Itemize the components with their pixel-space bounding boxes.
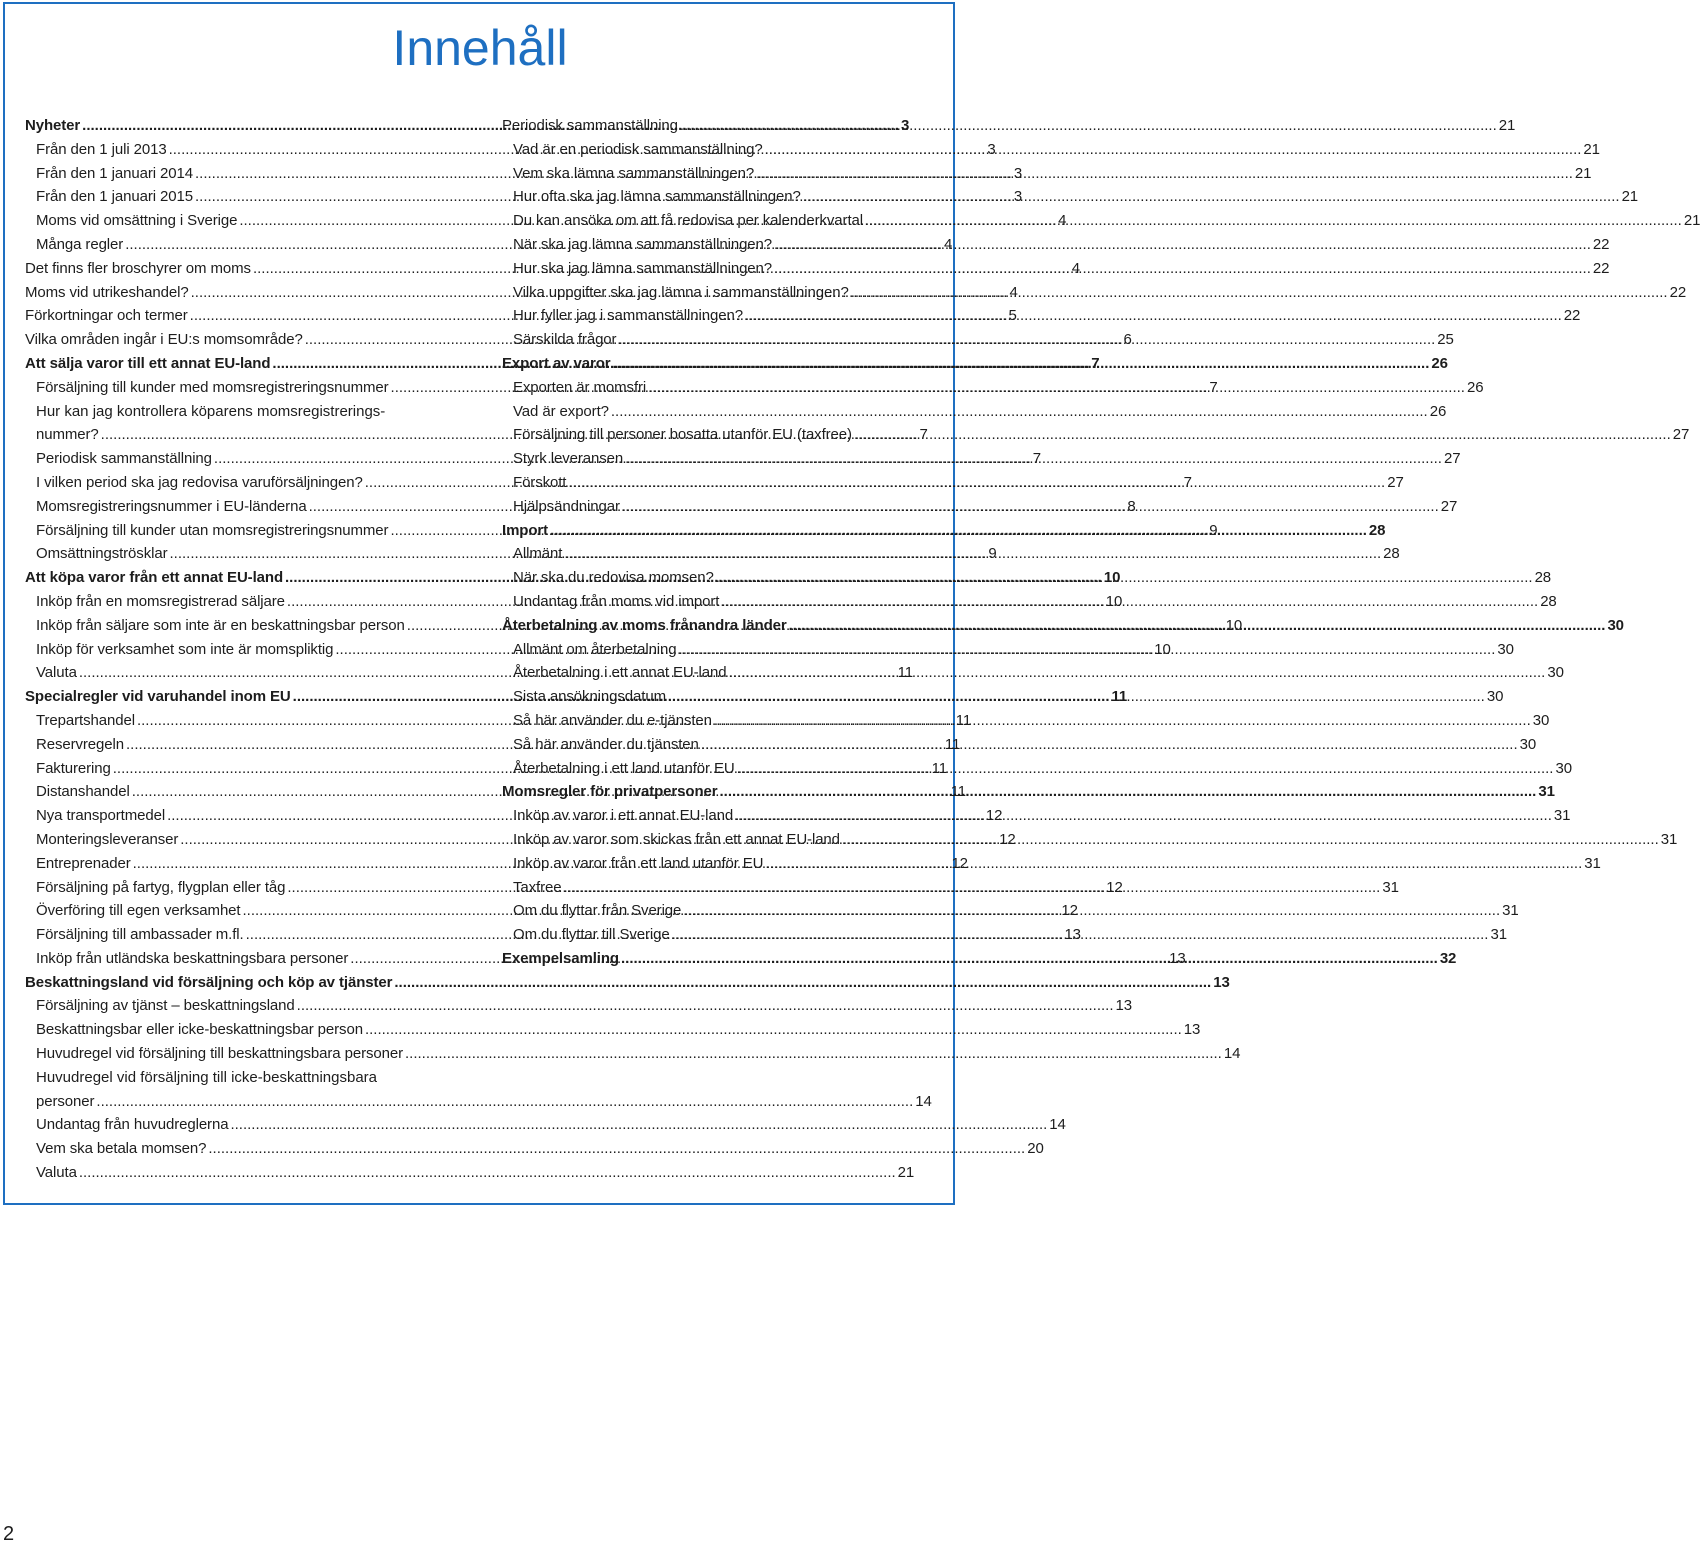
dot-leader [720,780,1537,804]
toc-entry-title: Hjälpsändningar [513,497,620,515]
toc-entry-title: Så här använder du tjänsten [513,735,699,753]
toc-entry-title: Beskattningsbar eller icke-beskattningsbar person [36,1021,363,1039]
toc-entry-title: När ska jag lämna sammanställningen? [513,235,773,253]
toc-page-number: 10 [1105,592,1123,610]
toc-page-number: 25 [1437,331,1454,349]
toc-entry-title: Försäljning till ambassader m.fl. [36,926,244,944]
toc-page-number: 20 [1027,1140,1044,1158]
toc-page-number: 8 [1127,497,1136,515]
toc-entry-title: Momsregistreringsnummer i EU-länderna [36,497,307,515]
dot-leader [96,1090,913,1114]
dot-leader [765,852,1582,876]
toc-entry-title: Hur fyller jag i sammanställningen? [513,307,743,325]
toc-entry-title: Försäljning på fartyg, flygplan eller tåg [36,878,286,896]
dot-leader [765,138,1582,162]
toc-entry-title: När ska du redovisa momsen? [513,569,714,587]
toc-entry-title: Försäljning av tjänst – beskattningsland [36,997,295,1015]
toc-entry[interactable] [502,233,1610,257]
toc-page-number: 11 [950,783,966,801]
toc-page-number: 32 [1439,949,1457,967]
toc-page-number: 13 [1064,926,1081,944]
toc-entry-title: Entreprenader [36,854,131,872]
toc-entry-title: Från den 1 januari 2014 [36,164,193,182]
toc-entry-title: Inköp från säljare som inte är en beskattningsbar person [36,616,405,634]
toc-page-number: 4 [1009,283,1018,301]
toc-entry[interactable] [502,471,1404,495]
toc-entry-title: Huvudregel vid försäljning till beskattningsbara personer [36,1045,404,1063]
dot-leader [613,352,1430,376]
toc-page-number: 27 [1387,473,1404,491]
toc-page-number: 31 [1490,926,1507,944]
toc-entry-title: Periodisk sammanställning [36,450,212,468]
dot-leader [672,923,1489,947]
toc-entry-title: Taxfree [513,878,562,896]
toc-entry-title: Förskott [513,473,567,491]
toc-entry[interactable] [502,138,1600,162]
dot-leader [550,519,1367,543]
toc-entry-title: Beskattningsland vid försäljning och köp av tjänster [25,973,393,991]
toc-page-number: 27 [1440,497,1458,515]
toc-entry-title: Undantag från moms vid import [513,592,720,610]
dot-leader [618,328,1435,352]
toc-entry-title: personer [36,1092,95,1110]
toc-entry-title: Återbetalning i ett land utanför EU [513,759,735,777]
dot-leader [208,1137,1025,1161]
toc-page-number: 14 [915,1092,932,1110]
toc-page-number: 9 [1209,521,1218,539]
toc-entry[interactable] [25,1042,1241,1066]
toc-entry-title: Momsregler för privatpersoner [502,783,718,801]
toc-entry[interactable] [502,376,1484,400]
toc-page-number: 3 [900,117,910,134]
toc-page-number: 30 [1497,640,1514,658]
toc-page-number: 31 [1382,878,1399,896]
dot-leader [564,876,1381,900]
toc-page-number: 22 [1592,259,1610,277]
toc-entry-title: Försäljning till personer bosatta utanför EU (taxfree) [513,426,852,444]
toc-entry[interactable] [502,447,1461,471]
toc-entry-title: Monteringsleveranser [36,830,179,848]
toc-entry-title: Specialregler vid varuhandel inom EU [25,688,291,706]
toc-entry-title: Valuta [36,664,77,682]
toc-page-number: 14 [1049,1116,1066,1134]
dot-leader [865,209,1682,233]
toc-page-number: 21 [1574,164,1592,182]
toc-entry[interactable] [502,304,1581,328]
toc-entry[interactable] [502,400,1447,424]
toc-page-number: 5 [1008,307,1017,325]
toc-entry-title: Inköp av varor som skickas från ett annat EU-land [513,830,840,848]
toc-entry-title: Distanshandel [36,783,130,801]
toc-entry-title: Fakturering [36,759,111,777]
dot-leader [789,614,1606,638]
toc-entry-title: Omsättningströsklar [36,545,168,563]
toc-entry[interactable] [502,114,1516,138]
toc-page-number: 13 [1213,973,1230,991]
toc-entry[interactable] [25,1090,932,1114]
toc-section-entry[interactable] [502,352,1448,376]
toc-page-number: 21 [1498,117,1516,134]
toc-entry-title: Nyheter [25,117,81,134]
dot-leader [714,709,1531,733]
toc-entry-title: Försäljning till kunder utan momsregistreringsnummer [36,521,389,539]
toc-entry-title: Inköp av varor i ett annat EU-land [513,807,734,825]
toc-entry-title: Hur ofta ska jag lämna sammanställningen? [513,188,801,206]
toc-page-number: 11 [931,759,947,777]
toc-entry-title: Reservregeln [36,735,125,753]
toc-entry-title: Från den 1 juli 2013 [36,140,167,158]
toc-entry[interactable] [25,1018,1201,1042]
toc-page-number: 30 [1547,664,1564,682]
dot-leader [729,661,1546,685]
toc-page-number: 31 [1660,830,1678,848]
toc-page-number: 22 [1563,307,1581,325]
toc-page-number: 21 [1683,212,1700,230]
toc-entry-title: Återbetalning av moms frånandra länder [502,616,787,634]
toc-page-number: 22 [1669,283,1687,301]
toc-page-number: 4 [1071,259,1081,277]
toc-entry-title: Exporten är momsfri [513,378,647,396]
dot-leader [405,1042,1222,1066]
toc-page-number: 21 [1621,188,1639,206]
toc-entry-title: Återbetalning i ett annat EU-land [513,664,727,682]
toc-page-number: 11 [897,664,914,682]
toc-page-number: 27 [1443,450,1461,468]
dot-leader [737,757,1554,781]
toc-entry[interactable] [502,185,1639,209]
toc-entry-title: Moms vid utrikeshandel? [25,283,189,301]
toc-page-number: 31 [1553,807,1571,825]
toc-page-number: 30 [1555,759,1572,777]
toc-entry-title: Hur kan jag kontrollera köparens momsregistrerings- [36,402,386,420]
toc-page-number: 7 [1183,473,1192,491]
toc-entry-title: Att sälja varor till ett annat EU-land [25,354,271,372]
toc-entry-title: Vad är export? [513,402,609,420]
dot-leader [701,733,1518,757]
toc-entry-title: Vem ska betala momsen? [36,1140,207,1158]
toc-page-number: 12 [1061,902,1078,920]
toc-page-number: 28 [1534,569,1552,587]
dot-leader [394,971,1211,995]
toc-entry-title: Att köpa varor från ett annat EU-land [25,569,284,587]
toc-entry-title: Du kan ansöka om att få redovisa per kalenderkvartal [513,212,863,230]
dot-leader [648,376,1465,400]
toc-page-number: 30 [1607,616,1624,634]
toc-entry-title: Förkortningar och termer [25,307,188,325]
toc-entry-title: Exempelsamling [502,949,619,967]
toc-page-number: 12 [985,807,1003,825]
toc-entry-title: nummer? [36,426,99,444]
dot-leader [774,233,1591,257]
toc-page-number: 28 [1368,521,1386,539]
dot-leader [680,114,1497,138]
dot-leader [735,804,1552,828]
toc-entry[interactable] [502,281,1687,305]
toc-page-number: 9 [988,545,997,563]
toc-entry-title: Försäljning till kunder med momsregistreringsnummer [36,378,389,396]
toc-entry[interactable] [502,209,1700,233]
toc-entry-title: Allmänt om återbetalning [513,640,677,658]
toc-entry-title: Periodisk sammanställning [502,117,678,134]
toc-entry-title: Från den 1 januari 2015 [36,188,193,206]
toc-entry-title: Vem ska lämna sammanställningen? [513,164,755,182]
toc-page-number: 13 [1115,997,1132,1015]
toc-entry[interactable] [502,542,1400,566]
toc-page-number: 30 [1532,711,1550,729]
toc-page-number: 13 [1183,1021,1201,1039]
dot-leader [683,899,1500,923]
toc-entry-title: Sista ansökningsdatum [513,688,666,706]
toc-entry-title: Vilka uppgifter ska jag lämna i sammanställningen? [513,283,849,301]
toc-entry[interactable] [25,1137,1044,1161]
toc-entry[interactable] [25,994,1132,1018]
toc-page-number: 12 [999,830,1016,848]
toc-page-number: 31 [1502,902,1519,920]
toc-page-number: 21 [897,1164,915,1182]
dot-leader [564,542,1381,566]
toc-page-number: 26 [1466,378,1484,396]
toc-page-number: 3 [987,140,996,158]
toc-page-number: 28 [1540,592,1557,610]
dot-leader [756,162,1573,186]
toc-page-number: 10 [1103,569,1121,587]
dot-leader [79,1161,896,1185]
toc-section-entry[interactable] [502,519,1386,543]
toc-page-number: 7 [1209,378,1218,396]
toc-page-number: 11 [1111,688,1128,706]
toc-entry[interactable] [502,661,1564,685]
dot-leader [803,185,1620,209]
toc-page-number: 3 [1013,188,1023,206]
toc-page-number: 12 [1106,878,1123,896]
toc-entry-title: Export av varor [502,354,611,372]
page-title: Innehåll [392,20,568,76]
toc-entry[interactable] [502,257,1610,281]
toc-page-number: 26 [1431,354,1448,372]
toc-page-number: 11 [944,735,961,753]
page-number: 2 [3,1523,15,1545]
toc-entry-title: Om du flyttar från Sverige [513,902,682,920]
toc-page-number: 26 [1429,402,1447,420]
dot-leader [716,566,1533,590]
toc-entry-title: Valuta [36,1164,77,1182]
toc-page-number: 10 [1225,616,1243,634]
toc-page-number: 22 [1592,235,1610,253]
toc-entry-title: Om du flyttar till Sverige [513,926,670,944]
dot-leader [622,495,1439,519]
toc-page-number: 14 [1223,1045,1241,1063]
toc-page-number: 3 [1013,164,1023,182]
dot-leader [668,685,1485,709]
toc-entry-title: Inköp av varor från ett land utanför EU [513,854,764,872]
dot-leader [365,1018,1182,1042]
toc-page-number: 4 [944,235,953,253]
dot-leader [745,304,1562,328]
toc-entry[interactable] [502,328,1454,352]
toc-entry-title: Styrk leveransen [513,450,624,468]
toc-page-number: 30 [1519,735,1537,753]
toc-entry[interactable] [502,495,1458,519]
toc-page-number: 21 [1583,140,1600,158]
toc-entry-title: Nya transportmedel [36,807,166,825]
dot-leader [621,947,1438,971]
dot-leader [625,447,1442,471]
toc-entry[interactable] [25,1161,915,1185]
toc-entry-title: Så här använder du e-tjänsten [513,711,712,729]
toc-entry[interactable] [502,423,1690,447]
dot-leader [611,400,1428,424]
toc-entry-title: Vad är en periodisk sammanställning? [513,140,763,158]
toc-entry-title: Det finns fler broschyrer om moms [25,259,251,277]
toc-page-number: 31 [1584,854,1601,872]
toc-page-number: 7 [1032,450,1041,468]
dot-leader [568,471,1385,495]
toc-entry-title: Undantag från huvudreglerna [36,1116,229,1134]
toc-entry[interactable] [25,1113,1066,1137]
dot-leader [851,281,1668,305]
toc-page-number: 7 [1091,354,1100,372]
toc-page-number: 31 [1538,783,1555,801]
dot-leader [230,1113,1047,1137]
toc-page-number: 30 [1486,688,1504,706]
toc-page-number: 4 [1058,212,1067,230]
toc-entry-title: Många regler [36,235,124,253]
dot-leader [774,257,1591,281]
toc-page-number: 10 [1154,640,1171,658]
toc-entry-title: Trepartshandel [36,711,135,729]
toc-entry-title: Moms vid omsättning i Sverige [36,212,238,230]
toc-entry-title: Vilka områden ingår i EU:s momsområde? [25,331,303,349]
dot-leader [297,994,1114,1018]
dot-leader [842,828,1659,852]
dot-leader [721,590,1538,614]
toc-page-number: 27 [1672,426,1690,444]
toc-entry-title: Överföring till egen verksamhet [36,902,241,920]
toc-entry[interactable] [502,162,1592,186]
toc-entry-title: Huvudregel vid försäljning till icke-beskattningsbara [36,1068,378,1086]
toc-entry-title: I vilken period ska jag redovisa varuförsäljningen? [36,473,363,491]
dot-leader [854,423,1671,447]
toc-page-number: 13 [1169,949,1186,967]
toc-page-number: 6 [1123,331,1132,349]
toc-entry-title: Särskilda frågor [513,331,617,349]
toc-page-number: 12 [951,854,968,872]
toc-entry-title: Inköp från en momsregistrerad säljare [36,592,285,610]
toc-page-number: 28 [1383,545,1400,563]
toc-entry-title: Inköp för verksamhet som inte är momspliktig [36,640,334,658]
dot-leader [679,638,1496,662]
toc-page-number: 11 [955,711,972,729]
toc-entry-title: Allmänt [513,545,563,563]
toc-page-number: 7 [919,426,928,444]
toc-section-entry[interactable] [25,971,1230,995]
toc-entry-title: Hur ska jag lämna sammanställningen? [513,259,773,277]
toc-entry-title: Import [502,521,549,539]
toc-entry-title: Inköp från utländska beskattningsbara personer [36,949,349,967]
